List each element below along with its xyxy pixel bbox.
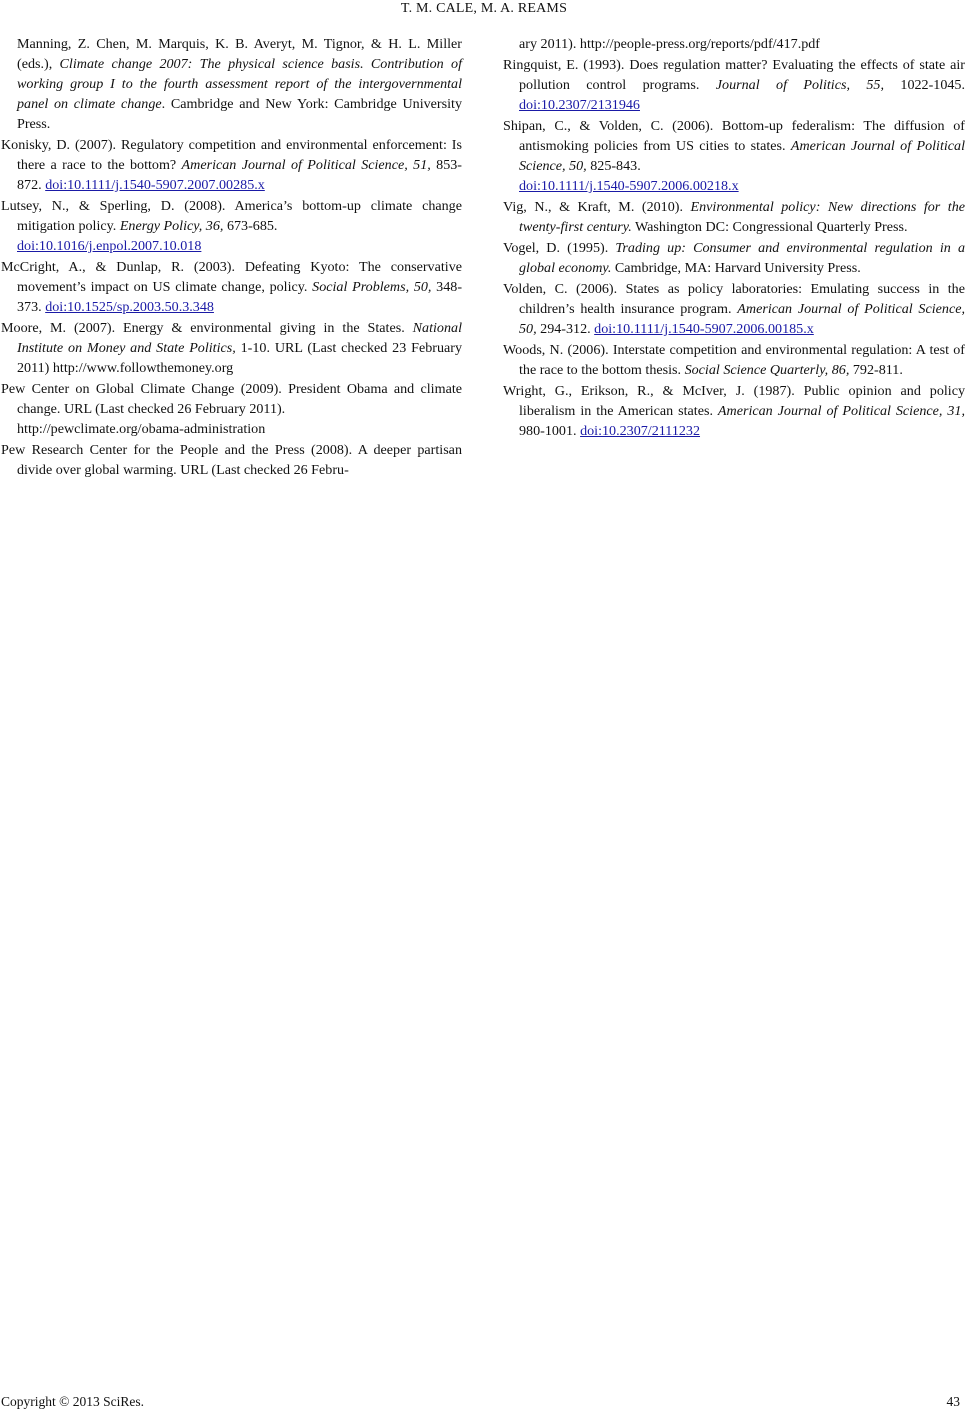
reference-entry <box>503 116 965 196</box>
doi-link[interactable]: doi:10.2307/2111232 <box>580 423 701 439</box>
reference-text: Pew Research Center for the People and the Press (2008). A deeper partisan divide over global warming. URL (Last checked 26 Febru- <box>1 442 462 478</box>
reference-journal: National Institute on Money and State Politics, <box>17 320 462 356</box>
reference-entry <box>503 340 965 380</box>
reference-entry <box>503 279 965 339</box>
references-left-column <box>1 34 462 481</box>
reference-text: Pew Center on Global Climate Change (2009). President Obama and climate change. URL (Last checked 26 February 2011). <box>1 381 462 417</box>
doi-link[interactable]: doi:10.1525/sp.2003.50.3.348 <box>45 299 214 315</box>
reference-text: 348-373. <box>17 279 463 315</box>
reference-text: Konisky, D. (2007). Regulatory competition and environmental enforcement: Is there a race to the bottom? <box>1 137 462 173</box>
reference-entry <box>503 55 965 115</box>
reference-text: 825-843. <box>586 158 641 174</box>
doi-link[interactable]: doi:10.1111/j.1540-5907.2007.00285.x <box>45 177 265 193</box>
reference-text: Woods, N. (2006). Interstate competition and environmental regulation: A test of the race to the bottom thesis. <box>503 342 965 378</box>
reference-entry <box>1 196 462 256</box>
doi-link[interactable]: doi:10.1016/j.enpol.2007.10.018 <box>17 238 202 254</box>
reference-text: 1-10. URL (Last checked 23 February 2011) http://www.followthemoney.org <box>17 340 462 376</box>
reference-text: McCright, A., & Dunlap, R. (2003). Defeating Kyoto: The conservative movement’s impact on US climate change, policy. <box>1 259 462 295</box>
reference-entry <box>503 238 965 278</box>
reference-text: Vogel, D. (1995). <box>503 240 616 256</box>
reference-text: 792-811. <box>849 362 903 378</box>
reference-title: Trading up: Consumer and environmental regulation in a global economy. <box>519 240 965 276</box>
reference-entry <box>503 197 965 237</box>
reference-entry <box>1 257 462 317</box>
reference-journal: American Journal of Political Science, 50, <box>519 301 965 337</box>
reference-title: Climate change 2007: The physical science basis. Contribution of working group I to the fourth assessment report of the intergovernmental panel on climate change <box>17 56 462 112</box>
reference-text: 1022-1045. <box>884 77 965 93</box>
reference-journal: American Journal of Political Science, 31, <box>717 403 965 419</box>
reference-entry <box>1 318 462 378</box>
reference-text: Volden, C. (2006). States as policy laboratories: Emulating success in the children’s health insurance program. <box>503 281 965 317</box>
reference-text: 980-1001. <box>519 423 581 439</box>
reference-text: Manning, Z. Chen, M. Marquis, K. B. Averyt, M. Tignor, & H. L. Miller (eds.), <box>17 36 462 72</box>
reference-text: Lutsey, N., & Sperling, D. (2008). America’s bottom-up climate change mitigation policy. <box>1 198 462 234</box>
reference-entry <box>503 381 965 441</box>
reference-entry <box>1 34 462 134</box>
reference-text: 673-685. <box>223 218 278 234</box>
copyright-notice: Copyright © 2013 SciRes. <box>1 1394 145 1409</box>
reference-text: ary 2011). http://people-press.org/reports/pdf/417.pdf <box>519 36 820 52</box>
running-header: T. M. CALE, M. A. REAMS <box>400 1 568 16</box>
reference-journal: Social Problems, 50, <box>312 279 432 295</box>
reference-text: Vig, N., & Kraft, M. (2010). <box>503 199 691 215</box>
reference-text: Cambridge, MA: Harvard University Press. <box>611 260 861 276</box>
doi-link[interactable]: doi:10.2307/2131946 <box>519 97 640 113</box>
reference-url: http://pewclimate.org/obama-administration <box>17 421 266 437</box>
reference-text: Washington DC: Congressional Quarterly Press. <box>631 219 908 235</box>
reference-journal: Social Science Quarterly, 86, <box>684 362 850 378</box>
reference-text: 853-872. <box>17 157 462 193</box>
reference-entry <box>1 379 462 439</box>
reference-text: Moore, M. (2007). Energy & environmental giving in the States. <box>1 320 413 336</box>
reference-journal: Energy Policy, 36, <box>119 218 224 234</box>
page-number: 43 <box>946 1394 960 1409</box>
reference-journal: American Journal of Political Science, 50, <box>519 138 965 174</box>
reference-entry <box>1 135 462 195</box>
references-right-column <box>503 34 965 442</box>
reference-entry <box>1 440 462 480</box>
reference-text: Wright, G., Erikson, R., & McIver, J. (1987). Public opinion and policy liberalism in the American states. <box>503 383 965 419</box>
reference-text: . Cambridge and New York: Cambridge University Press. <box>17 96 462 132</box>
doi-link[interactable]: doi:10.1111/j.1540-5907.2006.00185.x <box>594 321 814 337</box>
reference-journal: American Journal of Political Science, 51, <box>181 157 431 173</box>
reference-title: Environmental policy: New directions for the twenty-first century. <box>519 199 965 235</box>
reference-journal: Journal of Politics, 55, <box>715 77 884 93</box>
reference-text: Shipan, C., & Volden, C. (2006). Bottom-up federalism: The diffusion of antismoking policies from US cities to states. <box>503 118 965 154</box>
doi-link[interactable]: doi:10.1111/j.1540-5907.2006.00218.x <box>519 178 739 194</box>
reference-text: 294-312. <box>536 321 595 337</box>
reference-text: Ringquist, E. (1993). Does regulation matter? Evaluating the effects of state air pollution control programs. <box>503 57 965 93</box>
reference-entry-continuation <box>503 34 965 54</box>
